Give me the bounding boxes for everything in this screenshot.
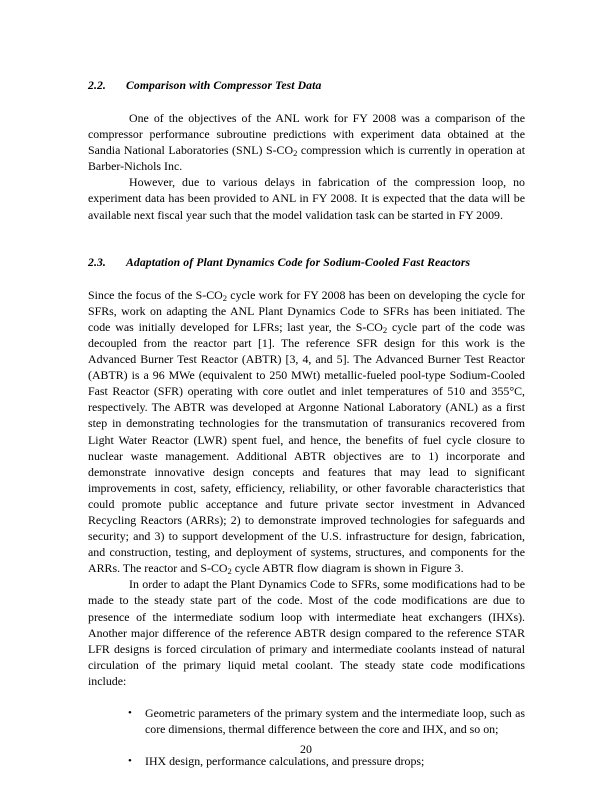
paragraph-text-cont3: cycle ABTR flow diagram is shown in Figure 3. (231, 561, 464, 576)
spacer (88, 689, 525, 705)
subscript-two: 2 (222, 292, 227, 303)
list-item-text: Geometric parameters of the primary system and the intermediate loop, such as core dimensions, thermal difference between the core and IHX, and so on; (145, 706, 525, 737)
bullet-icon: • (128, 707, 132, 719)
paragraph-objectives (88, 110, 525, 174)
paragraph-abtr-description (88, 287, 525, 577)
section-heading-2-2 (88, 78, 525, 94)
section-heading-2-3 (88, 255, 525, 271)
paragraph-text-cont: compression which is currently in operation at Barber-Nichols Inc. (88, 143, 525, 174)
subscript-two: 2 (382, 324, 388, 335)
subscript-two: 2 (227, 566, 232, 577)
paragraph-delays: However, due to various delays in fabrication of the compression loop, no experiment data has been provided to ANL in FY 2008. It is expected that the data will be available next fiscal year such that the model validation task can be started in FY 2009. (88, 175, 525, 222)
section-number: 2.3. (88, 255, 106, 269)
section-title: Comparison with Compressor Test Data (126, 79, 322, 92)
paragraph-text-cont2: cycle part of the code was decoupled from the reactor part [1]. The reference SFR design for this work is the Advanced Burner Test Reactor (ABTR) [3, 4, and 5]. The Advanced Burner Test Reactor (ABTR) is a 96 MWe (equivalent to 250 MWt) metallic-fueled pool-type Sodium-Cooled Fast Reactor (SFR) operating with core outlet and inlet temperatures of 510 and 355°C, respectively. The ABTR was developed at Argonne National Laboratory (ANL) as a first step in demonstrating technologies for the transmutation of transuranics recovered from Light Water Reactor (LWR) spent fuel, and hence, the benefits of fuel cycle closure to nuclear waste management. Additional ABTR objectives are to 1) incorporate and demonstrate innovative design concepts and features that may lead to significant improvements in cost, safety, efficiency, reliability, or other favorable characteristics that could promote public acceptance and future private sector investment in Advanced Recycling Reactors (ARRs); 2) to demonstrate improved technologies for safeguards and security; and 3) to support development of the U.S. infrastructure for design, fabrication, and construction, testing, and deployment of systems, structures, and components for the ARRs. The reactor and S-CO (88, 319, 525, 576)
page-number: 20 (300, 742, 312, 756)
spacer (88, 271, 525, 287)
list-item (88, 705, 525, 737)
bullet-icon: • (128, 755, 132, 768)
subscript-two: 2 (293, 148, 298, 159)
list-item-text: IHX design, performance calculations, and pressure drops; (145, 754, 425, 769)
spacer (88, 223, 525, 255)
paragraph-text: One of the objectives of the ANL work for FY 2008 was a comparison of the compressor performance subroutine predictions with experiment data obtained at the Sandia National Laboratories (SNL) S-CO (88, 111, 525, 158)
paragraph-code-modifications: In order to adapt the Plant Dynamics Code to SFRs, some modifications had to be made to the steady state part of the code. Most of the code modifications are due to presence of the intermediate sodium loop with intermediate heat exchangers (IHXs). Another major difference of the reference ABTR design compared to the reference STAR LFR designs is forced circulation of primary and intermediate coolants instead of natural circulation of the primary liquid metal coolant. The steady state code modifications include: (88, 577, 525, 688)
section-title: Adaptation of Plant Dynamics Code for Sodium-Cooled Fast Reactors (126, 255, 471, 269)
paragraph-text: Since the focus of the S-CO (88, 287, 223, 302)
spacer (88, 94, 525, 110)
page-content (88, 78, 525, 769)
modifications-list (88, 705, 525, 769)
paragraph-text-cont: cycle work for FY 2008 has been on developing the cycle for SFRs, work on adapting the ANL Plant Dynamics Code to SFRs has been initiated. The code was initially developed for LFRs; last year, the S-CO (88, 287, 525, 334)
section-number: 2.2. (88, 79, 106, 92)
